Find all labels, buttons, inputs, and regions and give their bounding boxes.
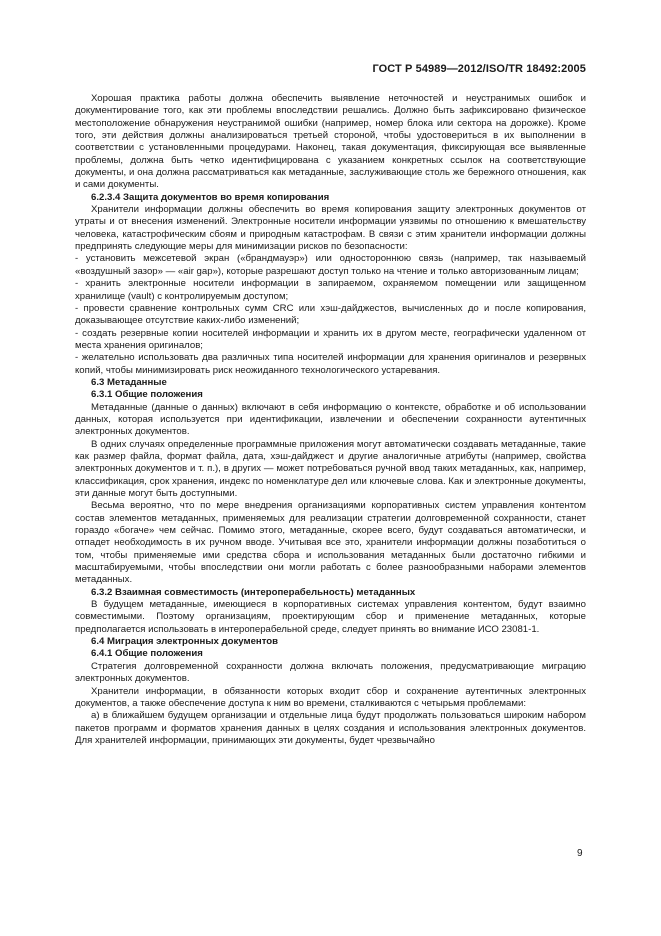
- list-item: - создать резервные копии носителей информации и хранить их в другом месте, географически удаленном от места хранения оригиналов;: [75, 327, 586, 351]
- page-body: [75, 93, 586, 747]
- section-title: Миграция электронных документов: [107, 636, 279, 648]
- section-heading-6-3-1: [75, 389, 586, 401]
- section-number: 6.2.3.4: [91, 191, 121, 203]
- list-item: - желательно использовать два различных типа носителей информации для хранения оригиналов и резервных копий, чтобы минимизировать риск неожиданного технологического устаревания.: [75, 352, 586, 376]
- paragraph: а) в ближайшем будущем организации и отдельные лица будут продолжать пользоваться широким набором пакетов программ и форматов хранения данных в целях создания и использования электронных документов. Для хранителей информации, принимающих эти документы, будет чрезвычайно: [75, 710, 586, 746]
- paragraph: Метаданные (данные о данных) включают в себя информацию о контексте, обработке и об использовании данных, которая используется при идентификации, извлечении и обеспечении сохранности аутентичных электронных документов.: [75, 401, 586, 438]
- list-item: - хранить электронные носители информации в запираемом, охраняемом помещении или защищенном хранилище (vault) с контролируемым доступом;: [75, 278, 586, 302]
- section-number: 6.3.2: [91, 586, 113, 598]
- page-number: 9: [577, 848, 583, 859]
- section-heading-6-2-3-4: [75, 192, 586, 204]
- section-number: 6.3: [91, 376, 105, 388]
- paragraph: В одних случаях определенные программные приложения могут автоматически создавать метаданные, такие как размер файла, формат файла, дата, хэш-дайджест и другие аналогичные атрибуты (например, свойства электронных документов и т. п.), в других — может потребоваться ручной ввод таких метаданных, как, например, классификация, срок хранения, индекс по номенклатуре дел или ключевые слова. Как и электронные документы, эти данные могут быть доступными.: [75, 438, 586, 499]
- section-title: Общие положения: [115, 389, 203, 401]
- section-number: 6.3.1: [91, 389, 113, 401]
- paragraph: Хранители информации должны обеспечить во время копирования защиту электронных документов от утраты и от внесения изменений. Электронные носители информации уязвимы по отношению к вмешательству человека, катастрофическим сбоям и природным катастрофам. В связи с этим хранители информации должны предпринять следующие меры для минимизации рисков по безопасности:: [75, 204, 586, 253]
- section-heading-6-3-2: [75, 587, 586, 599]
- section-number: 6.4.1: [91, 648, 113, 660]
- section-heading-6-3: [75, 377, 586, 389]
- section-title: Взаимная совместимость (интероперабельность) метаданных: [115, 586, 416, 598]
- paragraph: Хранители информации, в обязанности которых входит сбор и сохранение аутентичных электронных документов, а также обеспечение доступа к ним во времени, сталкиваются с четырьмя проблемами:: [75, 685, 586, 709]
- section-heading-6-4-1: [75, 648, 586, 660]
- section-heading-6-4: [75, 636, 586, 648]
- list-item: - провести сравнение контрольных сумм CRC или хэш-дайджестов, вычисленных до и после копирования, доказывающее отсутствие каких-либо изменений;: [75, 302, 586, 327]
- paragraph: В будущем метаданные, имеющиеся в корпоративных системах управления контентом, будут взаимно совместимыми. Поэтому организациям, проектирующим сбор и применение метаданных, которые предполагается использовать в интероперабельной среде, следует принять во внимание ИСО 23081-1.: [75, 599, 586, 635]
- paragraph: Весьма вероятно, что по мере внедрения организациями корпоративных систем управления контентом состав элементов метаданных, применяемых для реализации стратегии долговременной сохранности, станет гораздо «богаче» чем сейчас. Помимо этого, метаданные, скорее всего, будут создаваться автоматически, и отпадет необходимость в их ручном вводе. Учитывая все это, хранители информации должны позаботиться о том, чтобы применяемые ими средства сбора и использования метаданных были достаточно гибкими и масштабируемыми, чтобы впоследствии они могли работать с более разнообразными наборами элементов метаданных.: [75, 500, 586, 586]
- section-title: Защита документов во время копирования: [123, 191, 330, 203]
- section-number: 6.4: [91, 636, 105, 648]
- list-item: - установить межсетевой экран («брандмауэр») или одностороннюю связь (например, так называемый «воздушный зазор» — «air gap»), которые разрешают доступ только на чтение и только авторизованным лицам;: [75, 253, 586, 277]
- section-title: Метаданные: [107, 376, 167, 388]
- paragraph: Хорошая практика работы должна обеспечить выявление неточностей и неустранимых ошибок и документирование того, как эти проблемы впоследствии решались. Должно быть зафиксировано физическое местоположение обнаружения неустранимой ошибки (например, номер блока или сектора на дорожке). Кроме того, эти действия должны анализироваться третьей стороной, чтобы удостовериться в их выполнении в соответствии с установленными процедурами. Наконец, такая документация, фиксирующая все выявленные проблемы, должна быть четко идентифицирована с указанием конкретных ссылок на соответствующие документы, и она должна рассматриваться как метаданные, заслуживающие столь же бережного отношения, как и сами документы.: [75, 93, 586, 191]
- paragraph: Стратегия долговременной сохранности должна включать положения, предусматривающие миграцию электронных документов.: [75, 660, 586, 685]
- section-title: Общие положения: [115, 648, 203, 660]
- document-code: ГОСТ Р 54989—2012/ISO/TR 18492:2005: [372, 63, 586, 75]
